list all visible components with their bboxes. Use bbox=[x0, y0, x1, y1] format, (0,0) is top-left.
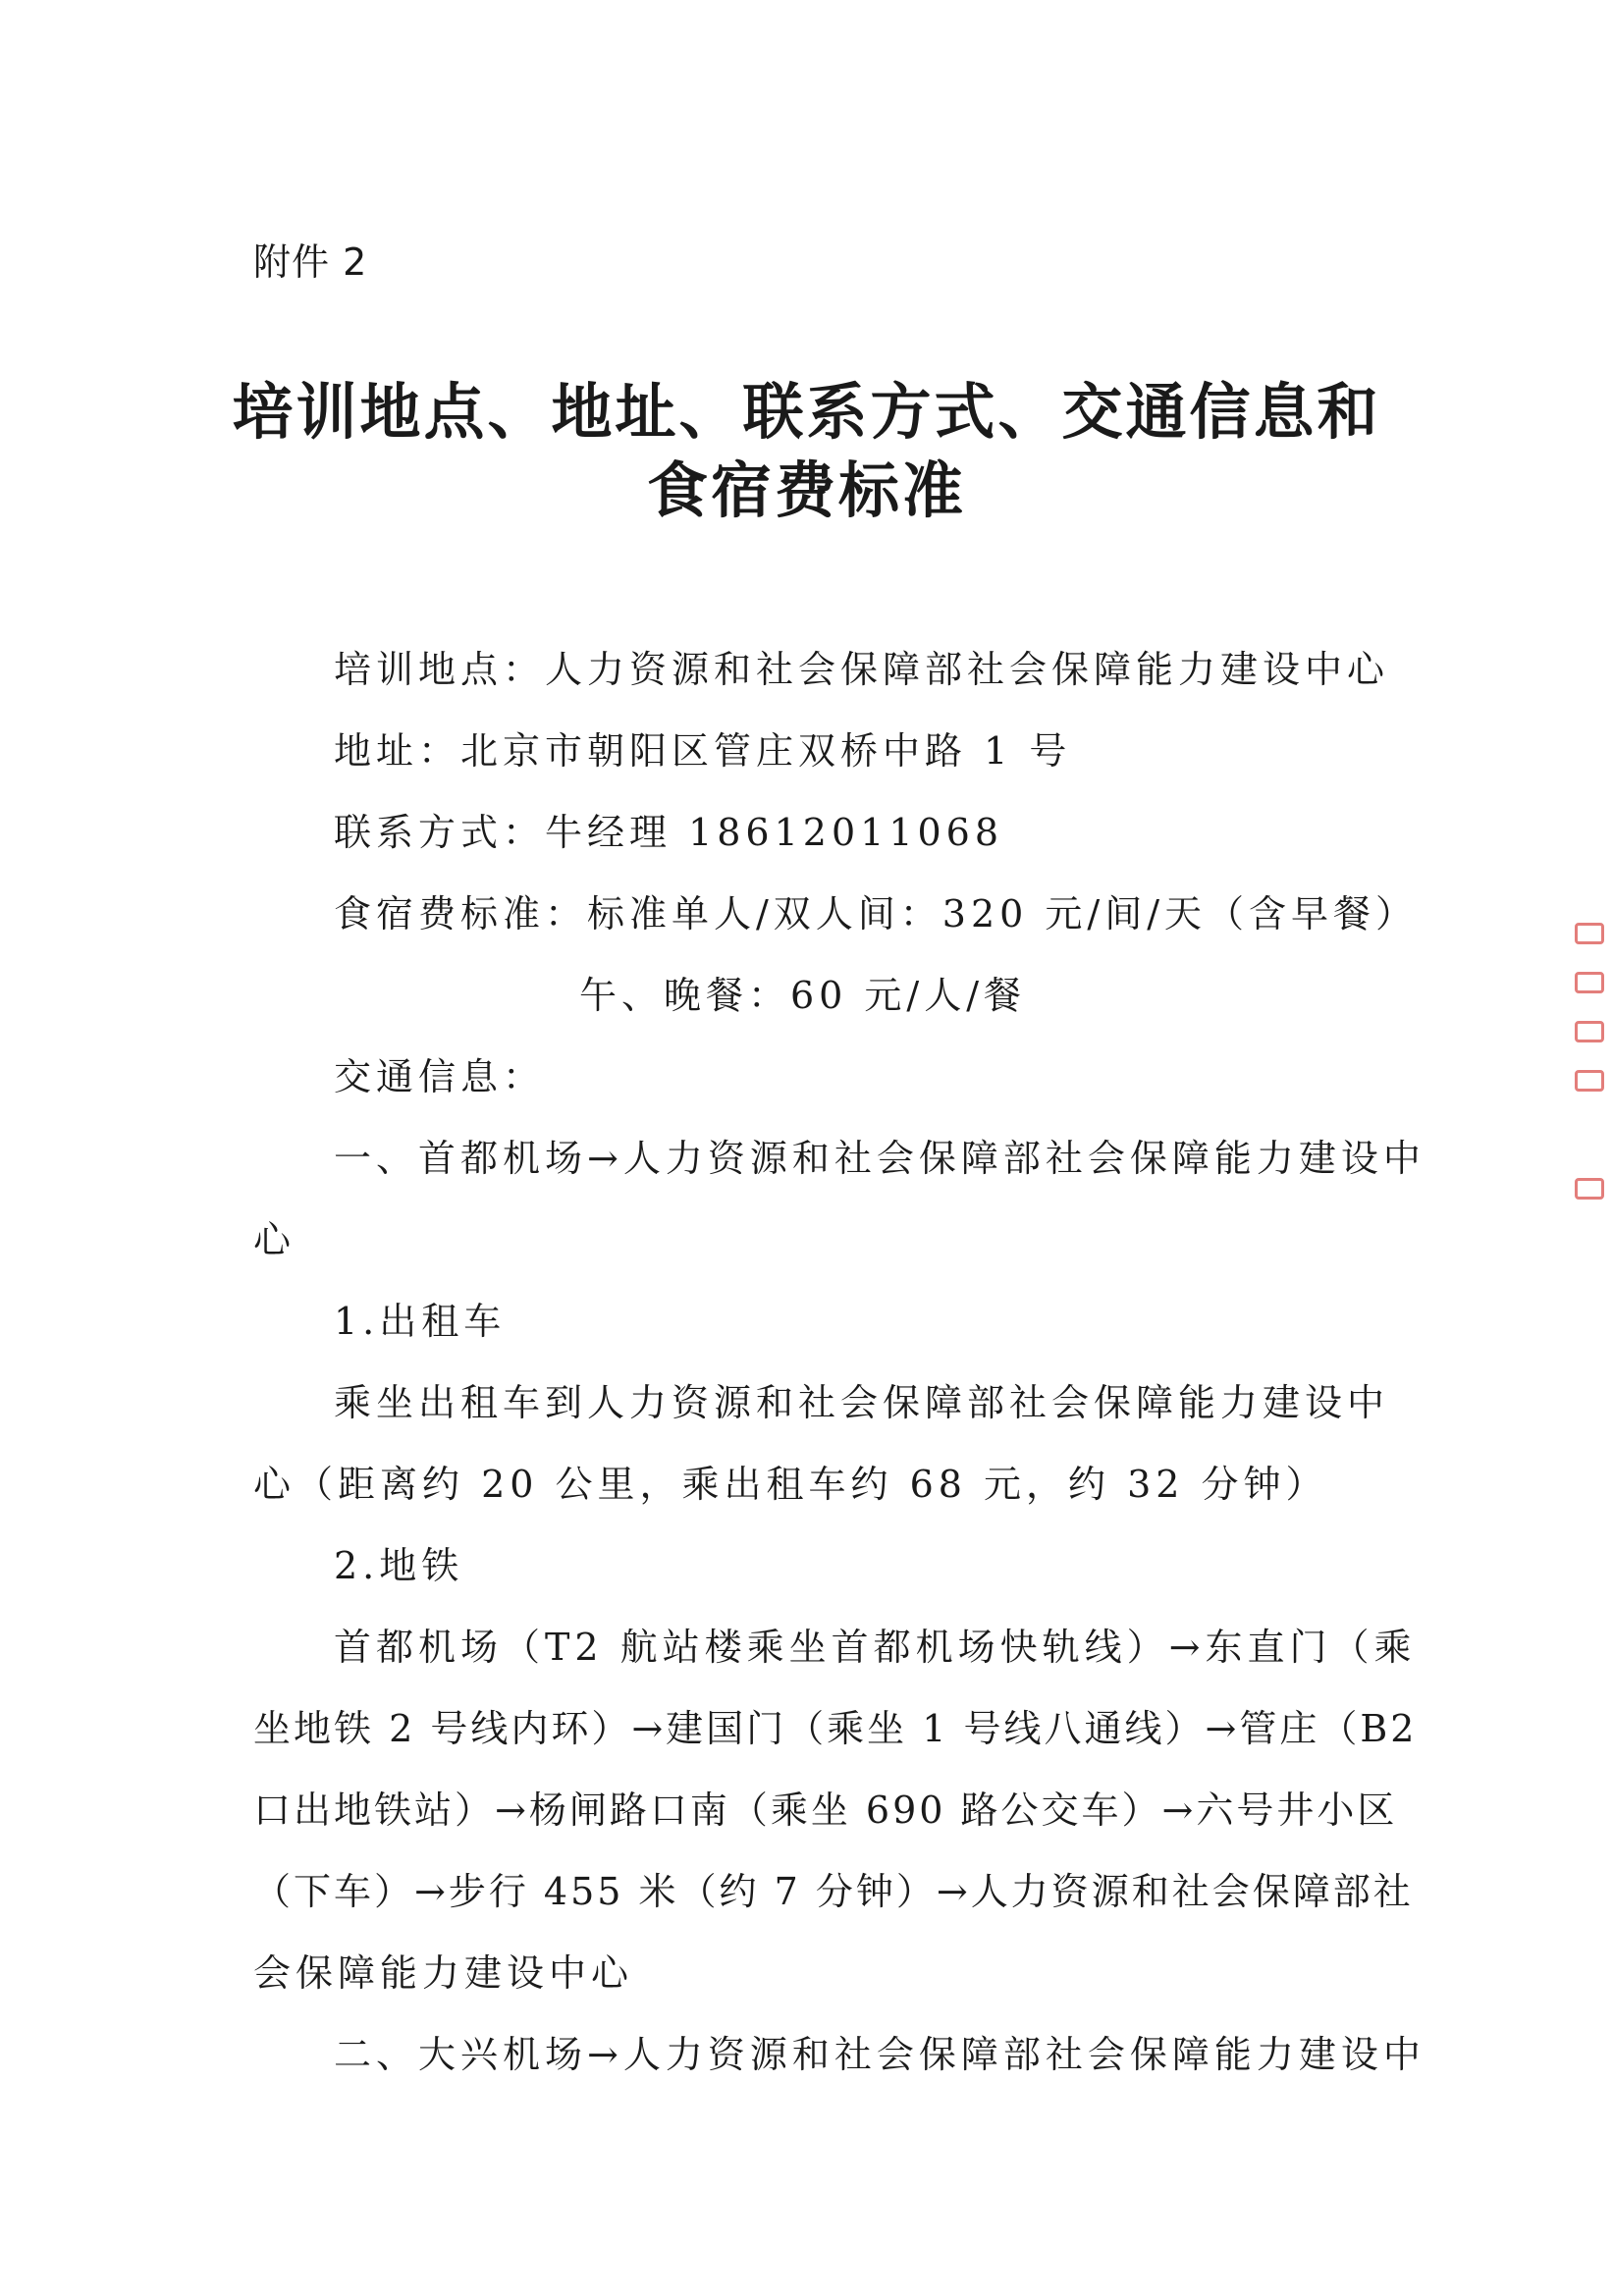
subway-text-3: 口出地铁站）→杨闸路口南（乘坐 690 路公交车）→六号井小区 bbox=[253, 1789, 1398, 1832]
title-line-1: 培训地点、地址、联系方式、交通信息和 bbox=[232, 376, 1381, 448]
attachment-label: 附件 2 bbox=[253, 240, 368, 284]
subway-heading: 2.地铁 bbox=[334, 1544, 464, 1587]
training-location: 培训地点：人力资源和社会保障部社会保障能力建设中心 bbox=[334, 648, 1390, 691]
document-title bbox=[196, 373, 1417, 530]
seal-mark bbox=[1575, 1178, 1604, 1200]
fee-standard-line-2: 午、晚餐：60 元/人/餐 bbox=[579, 974, 1027, 1017]
route1-title-a: 一、首都机场→人力资源和社会保障部社会保障能力建设中 bbox=[334, 1137, 1425, 1180]
route1-title-b: 心 bbox=[253, 1218, 296, 1261]
subway-text-1: 首都机场（T2 航站楼乘坐首都机场快轨线）→东直门（乘 bbox=[334, 1626, 1417, 1669]
seal-mark bbox=[1575, 1021, 1604, 1042]
transport-heading: 交通信息： bbox=[334, 1055, 546, 1098]
seal-stamp-fragment bbox=[1571, 913, 1608, 1247]
subway-text-4: （下车）→步行 455 米（约 7 分钟）→人力资源和社会保障部社 bbox=[253, 1870, 1414, 1913]
taxi-text-a: 乘坐出租车到人力资源和社会保障部社会保障能力建设中 bbox=[334, 1381, 1390, 1424]
seal-mark bbox=[1575, 923, 1604, 944]
contact: 联系方式：牛经理 18612011068 bbox=[334, 811, 1004, 854]
title-line-2: 食宿费标准 bbox=[646, 454, 966, 526]
seal-mark bbox=[1575, 1070, 1604, 1092]
subway-text-2: 坐地铁 2 号线内环）→建国门（乘坐 1 号线八通线）→管庄（B2 bbox=[253, 1707, 1418, 1750]
subway-text-5: 会保障能力建设中心 bbox=[253, 1951, 634, 1995]
route2-title-a: 二、大兴机场→人力资源和社会保障部社会保障能力建设中 bbox=[334, 2033, 1425, 2076]
seal-mark bbox=[1575, 972, 1604, 993]
taxi-heading: 1.出租车 bbox=[334, 1300, 507, 1343]
address: 地址：北京市朝阳区管庄双桥中路 1 号 bbox=[334, 729, 1072, 773]
fee-standard-line-1: 食宿费标准：标准单人/双人间：320 元/间/天（含早餐） bbox=[334, 892, 1419, 935]
taxi-text-b: 心（距离约 20 公里，乘出租车约 68 元，约 32 分钟） bbox=[253, 1463, 1328, 1506]
